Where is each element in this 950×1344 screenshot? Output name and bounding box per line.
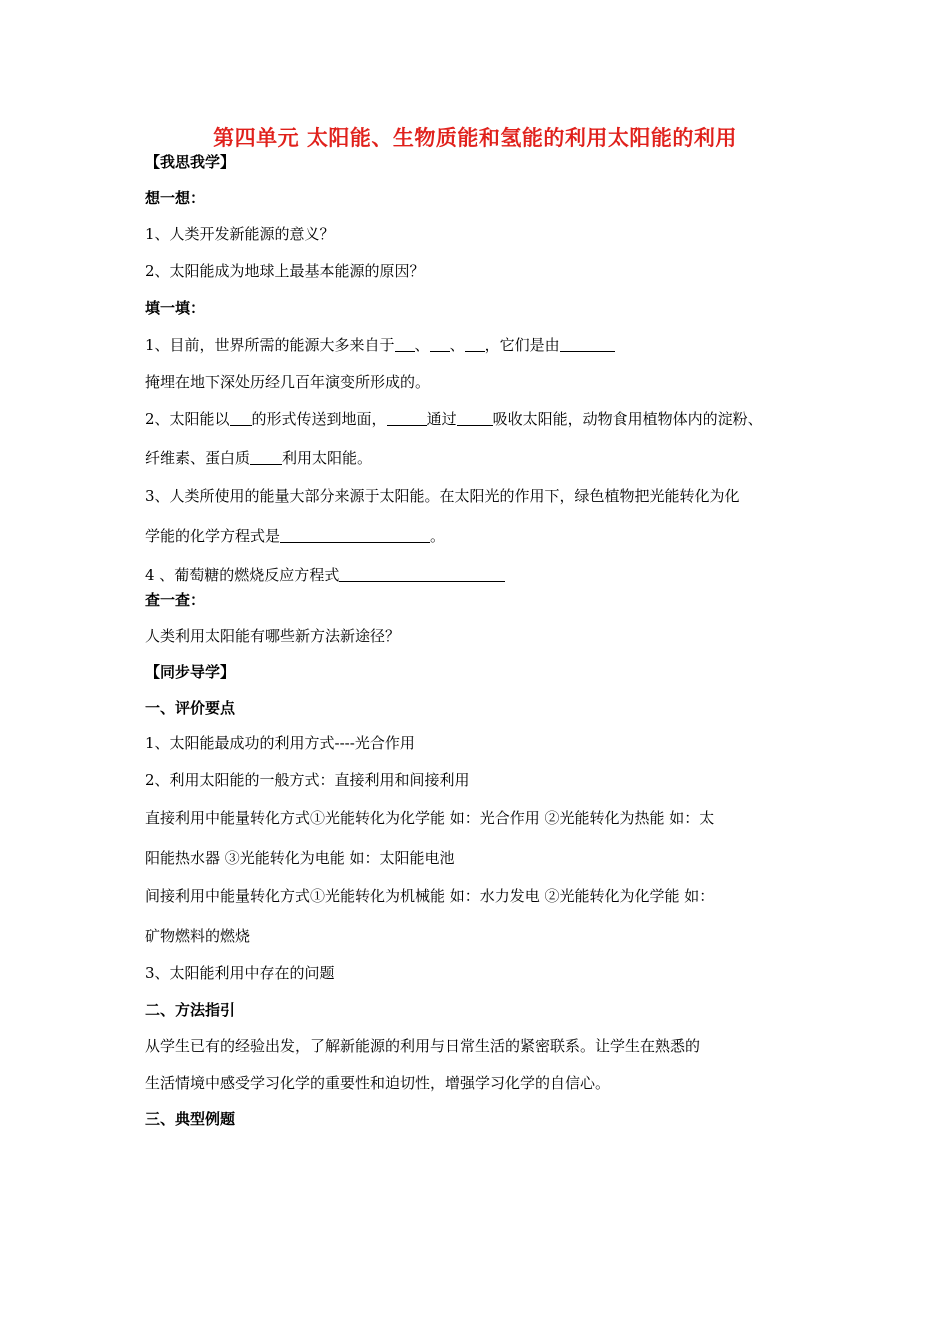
check-label: 查一查： (145, 591, 206, 609)
point-2: 2、利用太阳能的一般方式：直接利用和间接利用 (145, 771, 470, 789)
fill-2-text-d: 吸收太阳能，动物食用植物体内的淀粉、 (492, 410, 763, 428)
part-3-header: 三、典型例题 (145, 1110, 236, 1128)
indirect-use-line-1: 间接利用中能量转化方式①光能转化为机械能 如：水力发电 ②光能转化为化学能 如： (145, 887, 715, 905)
fill-blank (339, 565, 505, 582)
fill-blank (250, 448, 282, 465)
question-2: 2、太阳能成为地球上最基本能源的原因？ (145, 262, 425, 280)
fill-item-1 (145, 335, 615, 355)
question-1: 1、人类开发新能源的意义？ (145, 225, 335, 243)
part-1-header: 一、评价要点 (145, 699, 236, 717)
fill-label: 填一填： (145, 299, 206, 317)
think-label: 想一想： (145, 189, 206, 207)
fill-3-cont-a: 学能的化学方程式是 (145, 527, 281, 545)
fill-1-sep-2: 、 (449, 336, 465, 354)
indirect-use-line-2: 矿物燃料的燃烧 (145, 927, 251, 945)
section-header-guided: 【同步导学】 (145, 663, 236, 681)
fill-blank (387, 409, 427, 426)
fill-item-1-cont: 掩埋在地下深处历经几百年演变所形成的。 (145, 373, 431, 391)
fill-2-text-b: 的形式传送到地面， (251, 410, 387, 428)
point-1: 1、太阳能最成功的利用方式----光合作用 (145, 734, 415, 752)
section-header-think-learn: 【我思我学】 (145, 153, 236, 171)
fill-4-text: 4 、葡萄糖的燃烧反应方程式 (145, 566, 340, 584)
fill-item-2 (145, 409, 763, 429)
direct-use-line-2: 阳能热水器 ③光能转化为电能 如：太阳能电池 (145, 849, 455, 867)
check-question: 人类利用太阳能有哪些新方法新途径？ (145, 627, 401, 645)
fill-item-3: 3、人类所使用的能量大部分来源于太阳能。在太阳光的作用下，绿色植物把光能转化为化 (145, 487, 740, 505)
page-title: 第四单元 太阳能、生物质能和氢能的利用太阳能的利用 (213, 125, 737, 150)
fill-item-4 (145, 565, 505, 585)
fill-blank (280, 526, 430, 543)
fill-blank (230, 409, 252, 426)
fill-2-cont-a: 纤维素、蛋白质 (145, 449, 251, 467)
fill-item-3-cont (145, 526, 445, 546)
method-line-1: 从学生已有的经验出发，了解新能源的利用与日常生活的紧密联系。让学生在熟悉的 (145, 1037, 701, 1055)
fill-blank (560, 335, 615, 352)
fill-1-sep-1: 、 (414, 336, 430, 354)
fill-2-text-a: 2、太阳能以 (145, 410, 230, 428)
fill-3-cont-b: 。 (430, 527, 446, 545)
fill-blank (465, 335, 485, 352)
fill-blank (457, 409, 493, 426)
fill-1-text-a: 1、目前，世界所需的能源大多来自于 (145, 336, 395, 354)
fill-1-text-b: ，它们是由 (484, 336, 560, 354)
fill-blank (430, 335, 450, 352)
part-2-header: 二、方法指引 (145, 1001, 236, 1019)
fill-blank (395, 335, 415, 352)
method-line-2: 生活情境中感受学习化学的重要性和迫切性，增强学习化学的自信心。 (145, 1074, 611, 1092)
fill-item-2-cont (145, 448, 372, 468)
point-3: 3、太阳能利用中存在的问题 (145, 964, 335, 982)
direct-use-line-1: 直接利用中能量转化方式①光能转化为化学能 如：光合作用 ②光能转化为热能 如：太 (145, 809, 715, 827)
fill-2-cont-b: 利用太阳能。 (282, 449, 373, 467)
fill-2-text-c: 通过 (426, 410, 457, 428)
